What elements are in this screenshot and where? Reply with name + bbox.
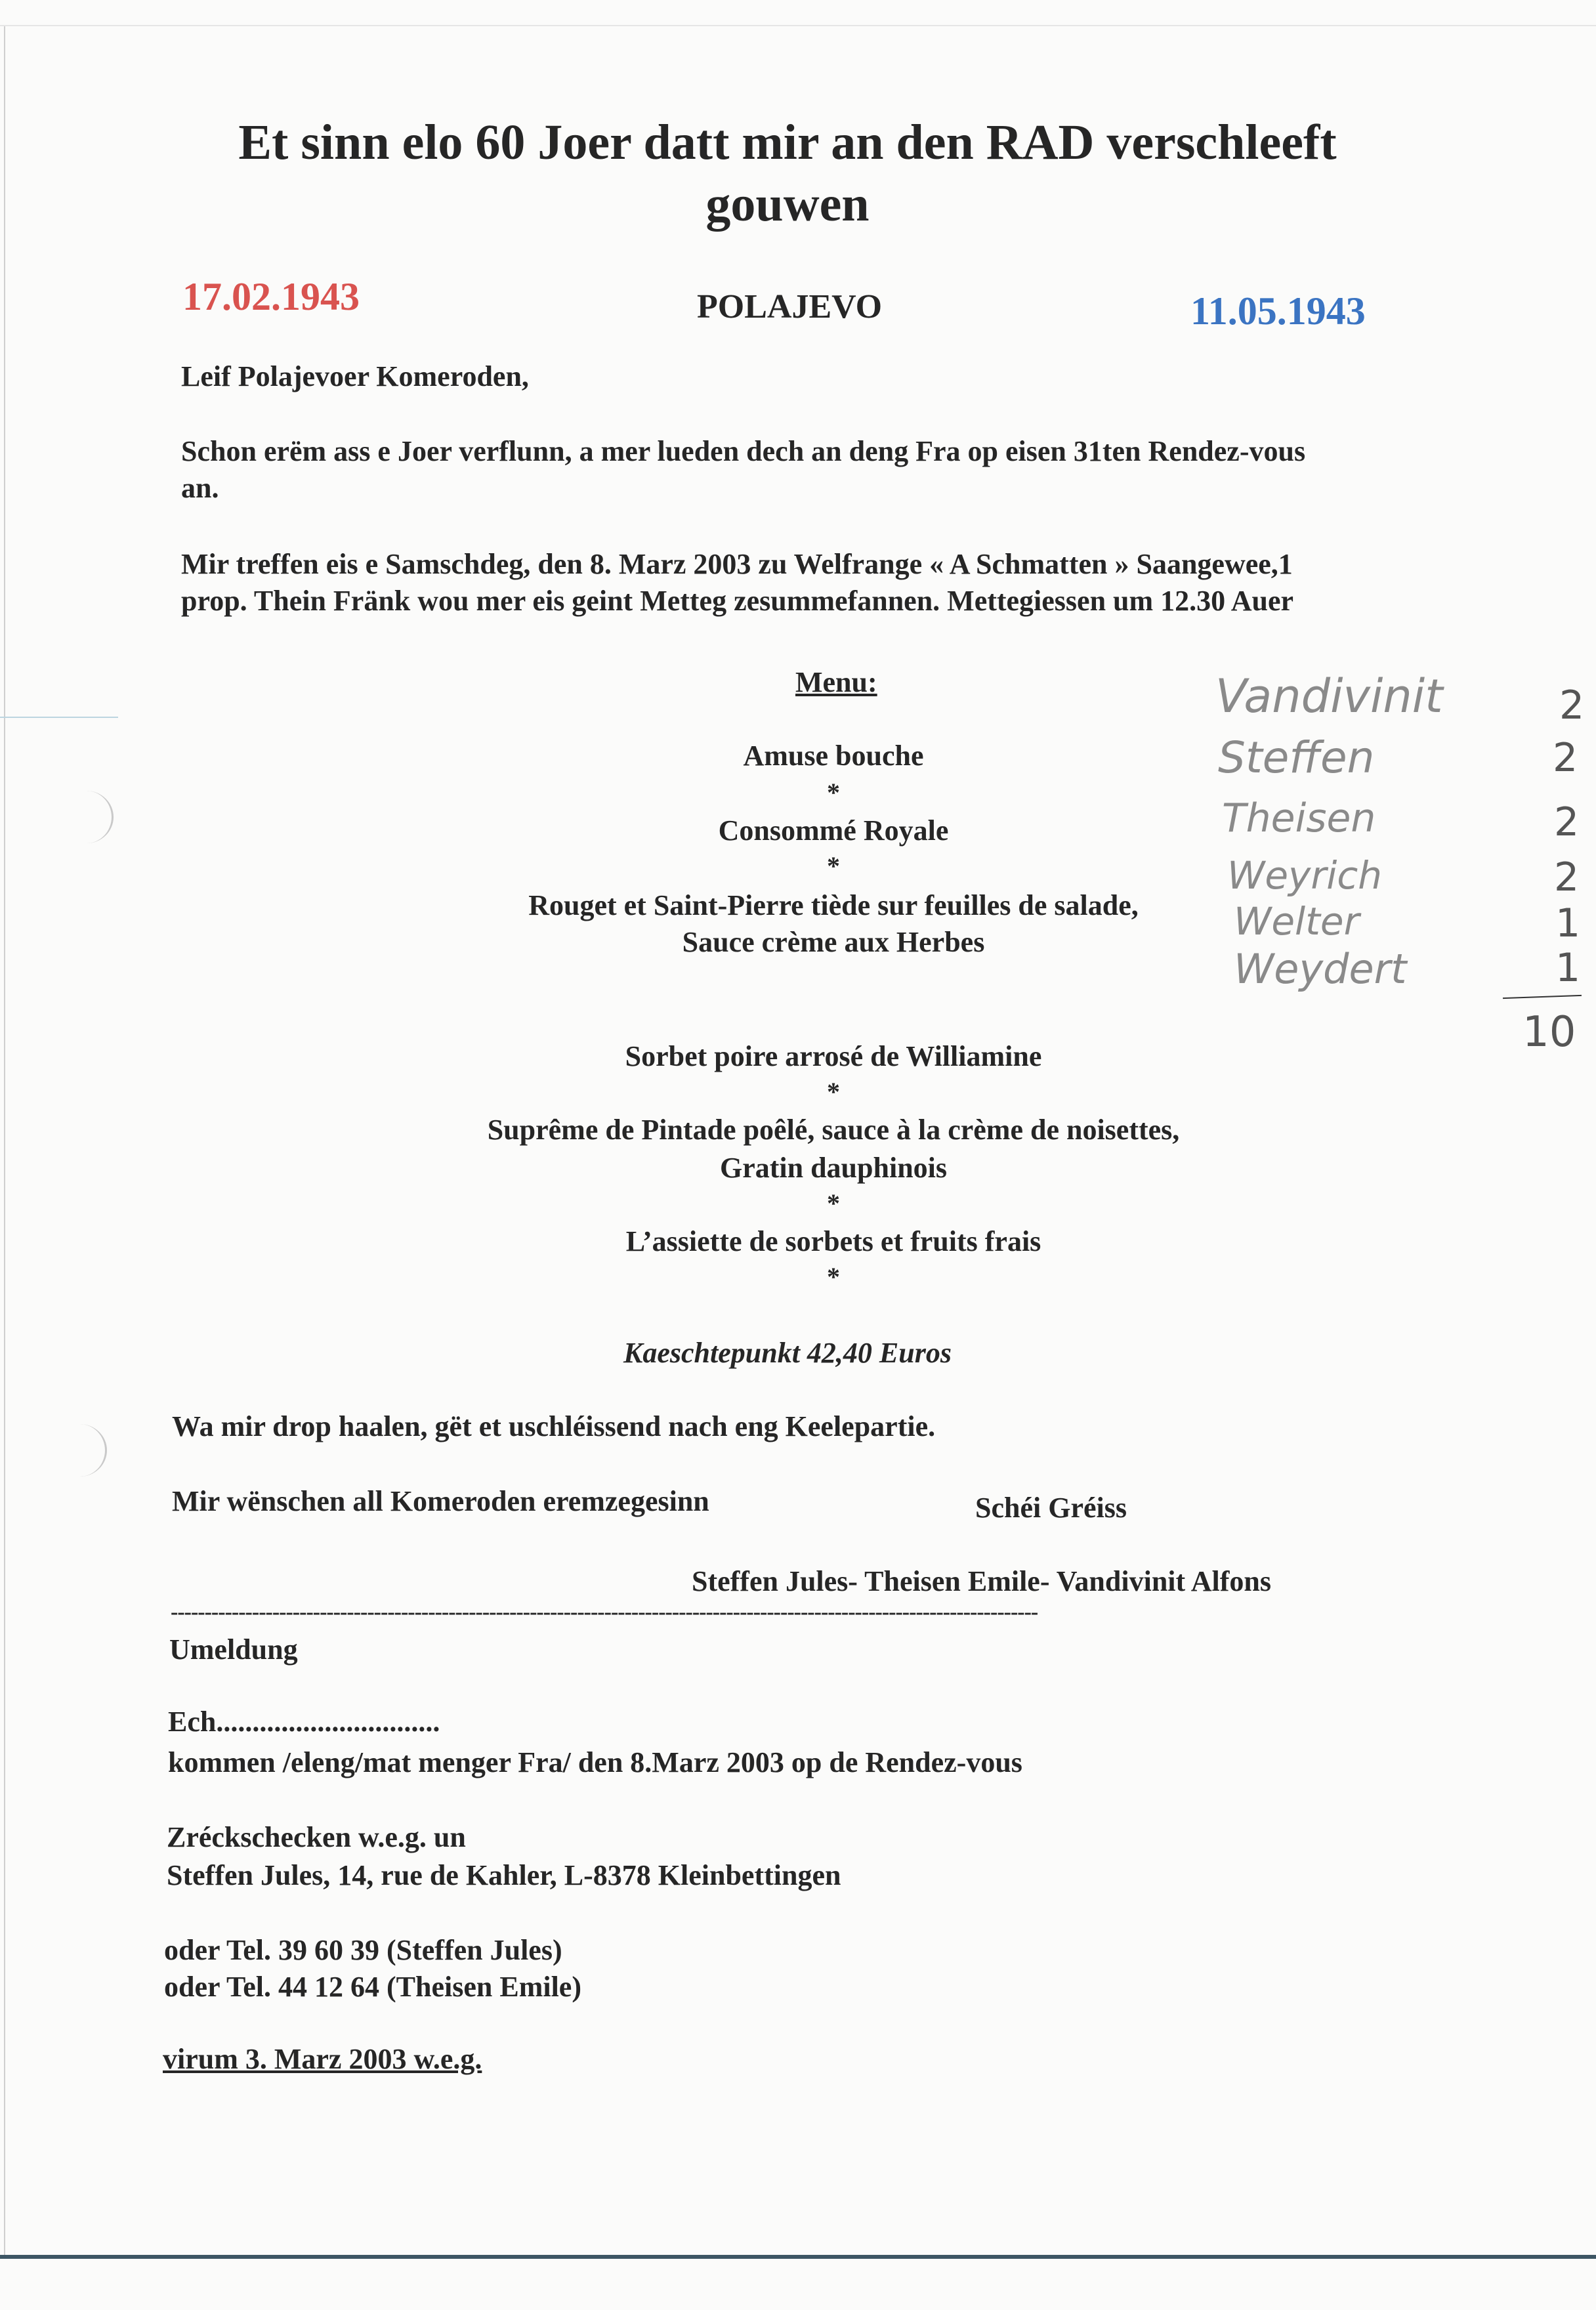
handwritten-name: Weydert	[1234, 945, 1407, 993]
paragraph-2-line-2: prop. Thein Fränk wou mer eis geint Metteg zesummefannen. Mettegiessen um 12.30 Auer	[181, 585, 1294, 617]
handwritten-count: 1	[1555, 900, 1581, 946]
handwritten-name: Welter	[1234, 899, 1360, 944]
bottom-scan-bar	[0, 2255, 1596, 2259]
menu-item: Suprême de Pintade poêlé, sauce à la crème de noisettes,	[487, 1114, 1180, 1146]
handwritten-name: Vandivinit	[1215, 669, 1443, 723]
deadline: virum 3. Marz 2003 w.e.g.	[163, 2043, 482, 2075]
tally-sum-line	[1503, 995, 1582, 999]
regards: Schéi Gréiss	[975, 1492, 1127, 1524]
menu-item: Consommé Royale	[718, 814, 949, 847]
price-line: Kaeschtepunkt 42,40 Euros	[623, 1337, 952, 1369]
paragraph-1-line-2: an.	[181, 472, 219, 504]
wish-line: Mir wënschen all Komeroden eremzegesinn	[172, 1485, 709, 1517]
handwritten-total: 10	[1522, 1008, 1576, 1057]
signatures: Steffen Jules- Theisen Emile- Vandivinit Alfons	[692, 1565, 1271, 1597]
menu-separator: *	[827, 1262, 840, 1292]
date-end: 11.05.1943	[1190, 289, 1366, 333]
form-attendance: kommen /eleng/mat menger Fra/ den 8.Marz 2003 op de Rendez-vous	[168, 1746, 1022, 1778]
menu-separator: *	[827, 1188, 840, 1218]
menu-item: L’assiette de sorbets et fruits frais	[625, 1225, 1041, 1257]
handwritten-name: Weyrich	[1227, 853, 1382, 898]
menu-heading: Menu:	[795, 666, 877, 698]
menu-item: Amuse bouche	[743, 740, 924, 772]
handwritten-name: Theisen	[1222, 795, 1376, 841]
menu-item: Sorbet poire arrosé de Williamine	[625, 1040, 1042, 1072]
menu-separator: *	[827, 851, 840, 881]
handwritten-name: Steffen	[1218, 732, 1375, 783]
paragraph-2-line-1: Mir treffen eis e Samschdeg, den 8. Marz 2003 zu Welfrange « A Schmatten » Saangewee,1	[181, 548, 1293, 580]
page-title: Et sinn elo 60 Joer datt mir an den RAD verschleeft gouwen	[238, 115, 1337, 232]
closing-line: Wa mir drop haalen, gët et uschléissend nach eng Keelepartie.	[172, 1410, 936, 1442]
form-name-field: Ech...............................	[168, 1706, 440, 1738]
handwritten-count: 2	[1559, 682, 1585, 728]
page-left-edge	[4, 26, 5, 2258]
place-name: POLAJEVO	[697, 288, 883, 326]
handwritten-count: 2	[1554, 854, 1580, 900]
form-title: Umeldung	[169, 1633, 298, 1666]
return-instruction: Zréckschecken w.e.g. un	[167, 1821, 466, 1853]
date-start: 17.02.1943	[182, 275, 360, 318]
handwritten-count: 2	[1554, 799, 1580, 845]
telephone-1: oder Tel. 39 60 39 (Steffen Jules)	[164, 1934, 562, 1966]
telephone-2: oder Tel. 44 12 64 (Theisen Emile)	[164, 1971, 581, 2003]
paragraph-1-line-1: Schon erëm ass e Joer verflunn, a mer lueden dech an deng Fra op eisen 31ten Rendez-vous	[181, 435, 1306, 467]
return-address: Steffen Jules, 14, rue de Kahler, L-8378 Kleinbettingen	[167, 1859, 841, 1891]
punch-hole-upper	[59, 791, 114, 843]
page-top-edge	[0, 25, 1596, 26]
cut-separator: --------------------------------------------------------------------------------------------------------------------------------	[171, 1600, 1038, 1624]
menu-item: Rouget et Saint-Pierre tiède sur feuilles de salade,	[528, 889, 1139, 921]
handwritten-count: 2	[1553, 735, 1578, 781]
menu-separator: *	[827, 1077, 840, 1106]
menu-item: Sauce crème aux Herbes	[682, 926, 985, 958]
menu-separator: *	[827, 778, 840, 807]
handwritten-count: 1	[1555, 945, 1581, 991]
punch-hole-lower	[52, 1424, 107, 1477]
menu-item: Gratin dauphinois	[719, 1152, 948, 1184]
fold-mark	[0, 717, 118, 718]
salutation: Leif Polajevoer Komeroden,	[181, 360, 529, 392]
